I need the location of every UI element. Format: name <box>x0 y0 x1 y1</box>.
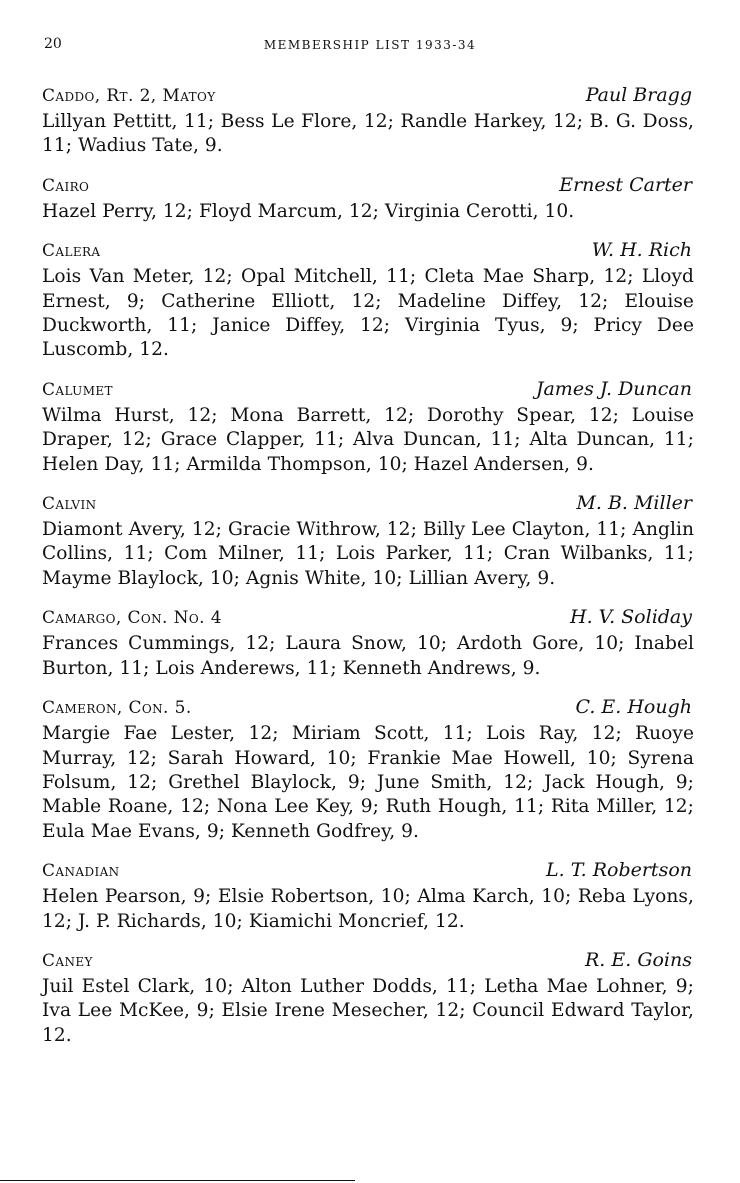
sponsor-name: M. B. Miller <box>576 492 692 515</box>
school-entry <box>42 174 694 224</box>
school-name: Cairo <box>42 175 90 196</box>
member-list: Margie Fae Lester, 12; Miriam Scott, 11; Lois Ray, 12; Ruoye Murray, 12; Sarah Howard, 10; Frankie Mae Howell, 10; Syrena Folsum, 12; Grethel Blaylock, 9; June Smith, 12; Jack Hough, 9; Mable Roane, 12; Nona Lee Key, 9; Ruth Hough, 11; Rita Miller, 12; Eula Mae Evans, 9; Kenneth Godfrey, 9. <box>42 723 694 842</box>
page-header <box>44 36 696 58</box>
member-list: Frances Cummings, 12; Laura Snow, 10; Ardoth Gore, 10; Inabel Burton, 11; Lois Anderews, 11; Kenneth Andrews, 9. <box>42 633 694 679</box>
school-name: Calumet <box>42 379 113 400</box>
school-name: Caddo, Rt. 2, Matoy <box>42 86 216 106</box>
sponsor-name: H. V. Soliday <box>570 606 692 629</box>
member-list: Diamont Avery, 12; Gracie Withrow, 12; Billy Lee Clayton, 11; Anglin Collins, 11; Com Milner, 11; Lois Parker, 11; Cran Wilbanks, 11; Mayme Blaylock, 10; Agnis White, 10; Lillian Avery, 9. <box>42 519 694 589</box>
member-list: Hazel Perry, 12; Floyd Marcum, 12; Virginia Cerotti, 10. <box>42 200 575 222</box>
school-entry <box>42 696 694 844</box>
school-name: Caney <box>42 950 93 971</box>
entry-heading <box>42 696 694 722</box>
member-list: Wilma Hurst, 12; Mona Barrett, 12; Dorothy Spear, 12; Louise Draper, 12; Grace Clapper, 11; Alva Duncan, 11; Alta Duncan, 11; Helen Day, 11; Armilda Thompson, 10; Hazel Andersen, 9. <box>42 404 694 475</box>
member-list: Lillyan Pettitt, 11; Bess Le Flore, 12; Randle Harkey, 12; B. G. Doss, 11; Wadius Tate, 9. <box>42 111 694 157</box>
page-number: 20 <box>44 36 62 52</box>
school-name: Cameron, Con. 5. <box>42 698 192 719</box>
school-name: Camargo, Con. No. 4 <box>42 608 222 629</box>
sponsor-name: C. E. Hough <box>575 696 692 719</box>
school-entry <box>42 492 694 591</box>
sponsor-name: James J. Duncan <box>535 377 692 400</box>
entry-heading <box>42 492 694 518</box>
entry-heading <box>42 84 694 110</box>
footer-rule <box>0 1180 355 1181</box>
school-entry <box>42 859 694 934</box>
sponsor-name: Ernest Carter <box>559 173 692 196</box>
sponsor-name: R. E. Goins <box>584 948 692 971</box>
sponsor-name: W. H. Rich <box>591 239 692 262</box>
school-entry <box>42 84 694 159</box>
entry-heading <box>42 174 694 200</box>
school-entry <box>42 378 694 477</box>
member-list: Helen Pearson, 9; Elsie Robertson, 10; Alma Karch, 10; Reba Lyons, 12; J. P. Richards, 10; Kiamichi Moncrief, 12. <box>42 886 694 932</box>
entry-heading <box>42 949 694 975</box>
sponsor-name: Paul Bragg <box>585 84 692 106</box>
entry-heading <box>42 606 694 632</box>
member-list: Juil Estel Clark, 10; Alton Luther Dodds, 11; Letha Mae Lohner, 9; Iva Lee McKee, 9; Elsie Irene Mesecher, 12; Council Edward Taylor, 12. <box>42 975 694 1046</box>
entry-heading <box>42 859 694 885</box>
sponsor-name: L. T. Robertson <box>546 859 692 882</box>
school-name: Canadian <box>42 861 120 882</box>
school-entry <box>42 949 694 1048</box>
membership-list <box>42 84 694 1063</box>
school-name: Calera <box>42 241 101 262</box>
entry-heading <box>42 378 694 404</box>
school-entry <box>42 606 694 681</box>
school-name: Calvin <box>42 494 97 515</box>
entry-heading <box>42 239 694 265</box>
school-entry <box>42 239 694 363</box>
member-list: Lois Van Meter, 12; Opal Mitchell, 11; Cleta Mae Sharp, 12; Lloyd Ernest, 9; Catherine Elliott, 12; Madeline Diffey, 12; Elouise Duckworth, 11; Janice Diffey, 12; Virginia Tyus, 9; Pricy Dee Luscomb, 12. <box>42 266 694 361</box>
running-title: MEMBERSHIP LIST 1933-34 <box>263 38 477 52</box>
